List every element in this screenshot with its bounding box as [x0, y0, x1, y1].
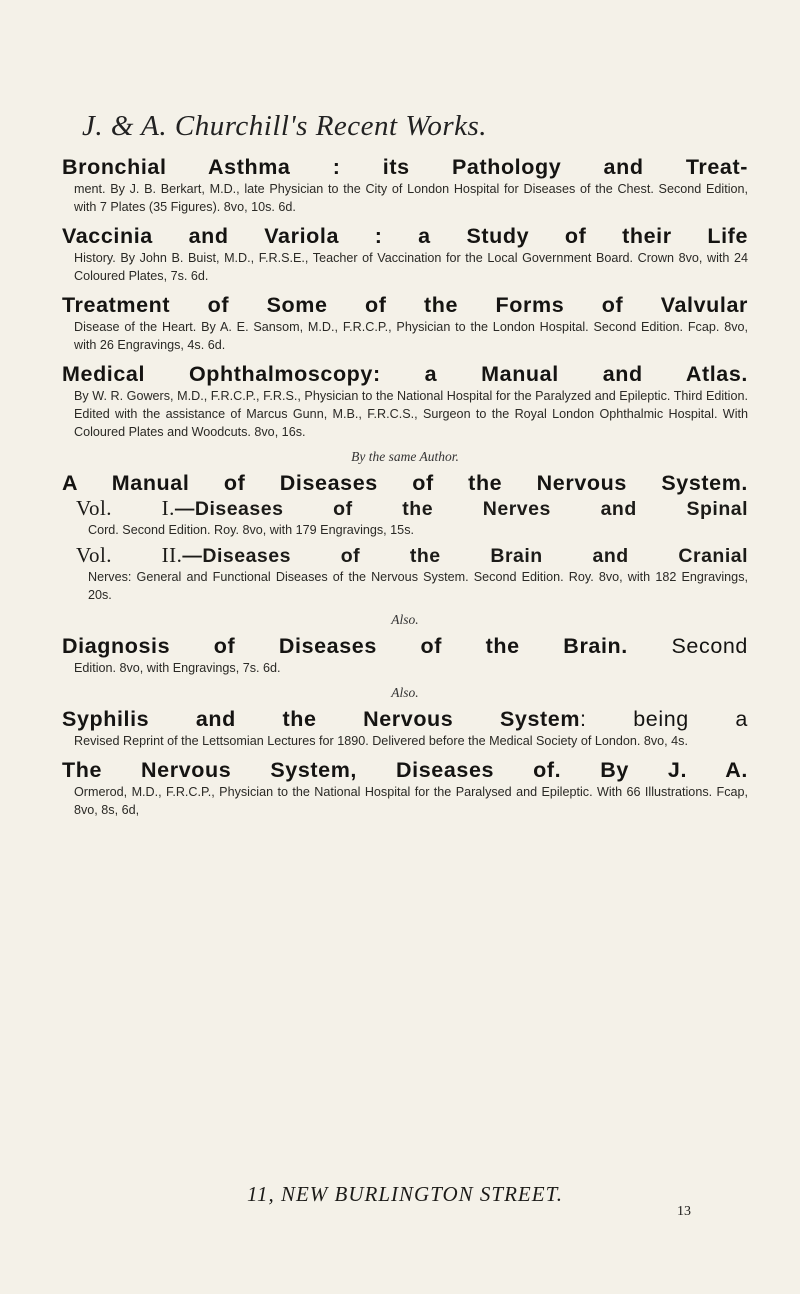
- entry-nervous-system-manual: [62, 471, 748, 604]
- entry-body: Ormerod, M.D., F.R.C.P., Physician to the National Hospital for the Paralysed and Epileptic. With 66 Illustrations. Fcap, 8vo, 8s, 6d,: [74, 785, 748, 817]
- page-number: 13: [677, 1204, 691, 1219]
- also-separator: Also.: [391, 612, 419, 627]
- same-author-separator: By the same Author.: [351, 449, 459, 464]
- entry-medical-ophthalmoscopy: [62, 362, 748, 441]
- volume-label: Vol. II.: [76, 543, 183, 567]
- entry-title-continuation: Second: [671, 634, 748, 658]
- entry-title-main: Diagnosis of Diseases of the Brain.: [62, 634, 628, 658]
- entry-nervous-system-ormerod: [62, 758, 748, 819]
- running-head: J. & A. Churchill's Recent Works.: [82, 110, 488, 142]
- volume-two-title: [62, 543, 748, 568]
- entry-title: Treatment of Some of the Forms of Valvular: [62, 293, 748, 317]
- entry-title: [62, 707, 748, 732]
- entry-valvular-disease: [62, 293, 748, 354]
- entry-title: The Nervous System, Diseases of. By J. A.: [62, 758, 748, 782]
- entry-title: Bronchial Asthma : its Pathology and Treat-: [62, 155, 748, 179]
- entry-syphilis-nervous: [62, 707, 748, 750]
- entry-body: By W. R. Gowers, M.D., F.R.C.P., F.R.S., Physician to the National Hospital for the Paralyzed and Epileptic. Third Edition. Edited with the assistance of Marcus Gunn, M.B., F.R.C.S., Surgeon to the Royal London Ophthalmic Hospital. With Coloured Plates and Woodcuts. 8vo, 16s.: [74, 389, 748, 439]
- entry-body: ment. By J. B. Berkart, M.D., late Physician to the City of London Hospital for Diseases of the Chest. Second Edition, with 7 Plates (35 Figures). 8vo, 10s. 6d.: [74, 182, 748, 214]
- also-separator: Also.: [391, 685, 419, 700]
- volume-one-title: [62, 496, 748, 521]
- entry-bronchial-asthma: [62, 155, 748, 216]
- entry-body: Revised Reprint of the Lettsomian Lectures for 1890. Delivered before the Medical Society of London. 8vo, 4s.: [74, 734, 688, 748]
- volume-title-text: —Diseases of the Brain and Cranial: [182, 545, 749, 567]
- entry-title: Vaccinia and Variola : a Study of their Life: [62, 224, 748, 248]
- book-page: [62, 0, 749, 1219]
- entry-body: History. By John B. Buist, M.D., F.R.S.E., Teacher of Vaccination for the Local Government Board. Crown 8vo, with 24 Coloured Plates, 7s. 6d.: [74, 251, 748, 283]
- entry-body: Disease of the Heart. By A. E. Sansom, M.D., F.R.C.P., Physician to the London Hospital. Second Edition. Fcap. 8vo, with 26 Engravings, 4s. 6d.: [74, 320, 748, 352]
- volume-one-body: Cord. Second Edition. Roy. 8vo, with 179 Engravings, 15s.: [88, 523, 414, 537]
- volume-label: Vol. I.: [76, 496, 175, 520]
- volume-two-body: Nerves: General and Functional Diseases of the Nervous System. Second Edition. Roy. 8vo, with 182 Engravings, 20s.: [88, 570, 748, 602]
- entry-vaccinia-variola: [62, 224, 748, 285]
- entry-title-main: Syphilis and the Nervous System: [62, 707, 581, 731]
- advertisement-list: [62, 155, 748, 819]
- entry-title: [62, 634, 748, 659]
- entry-body: Edition. 8vo, with Engravings, 7s. 6d.: [74, 661, 281, 675]
- entry-title: A Manual of Diseases of the Nervous System.: [62, 471, 748, 495]
- publisher-address: 11, NEW BURLINGTON STREET.: [247, 1182, 563, 1206]
- entry-diagnosis-brain: [62, 634, 748, 677]
- entry-title-continuation: : being a: [580, 707, 748, 731]
- entry-title: Medical Ophthalmoscopy: a Manual and Atlas.: [62, 362, 748, 386]
- volume-title-text: —Diseases of the Nerves and Spinal: [174, 498, 748, 520]
